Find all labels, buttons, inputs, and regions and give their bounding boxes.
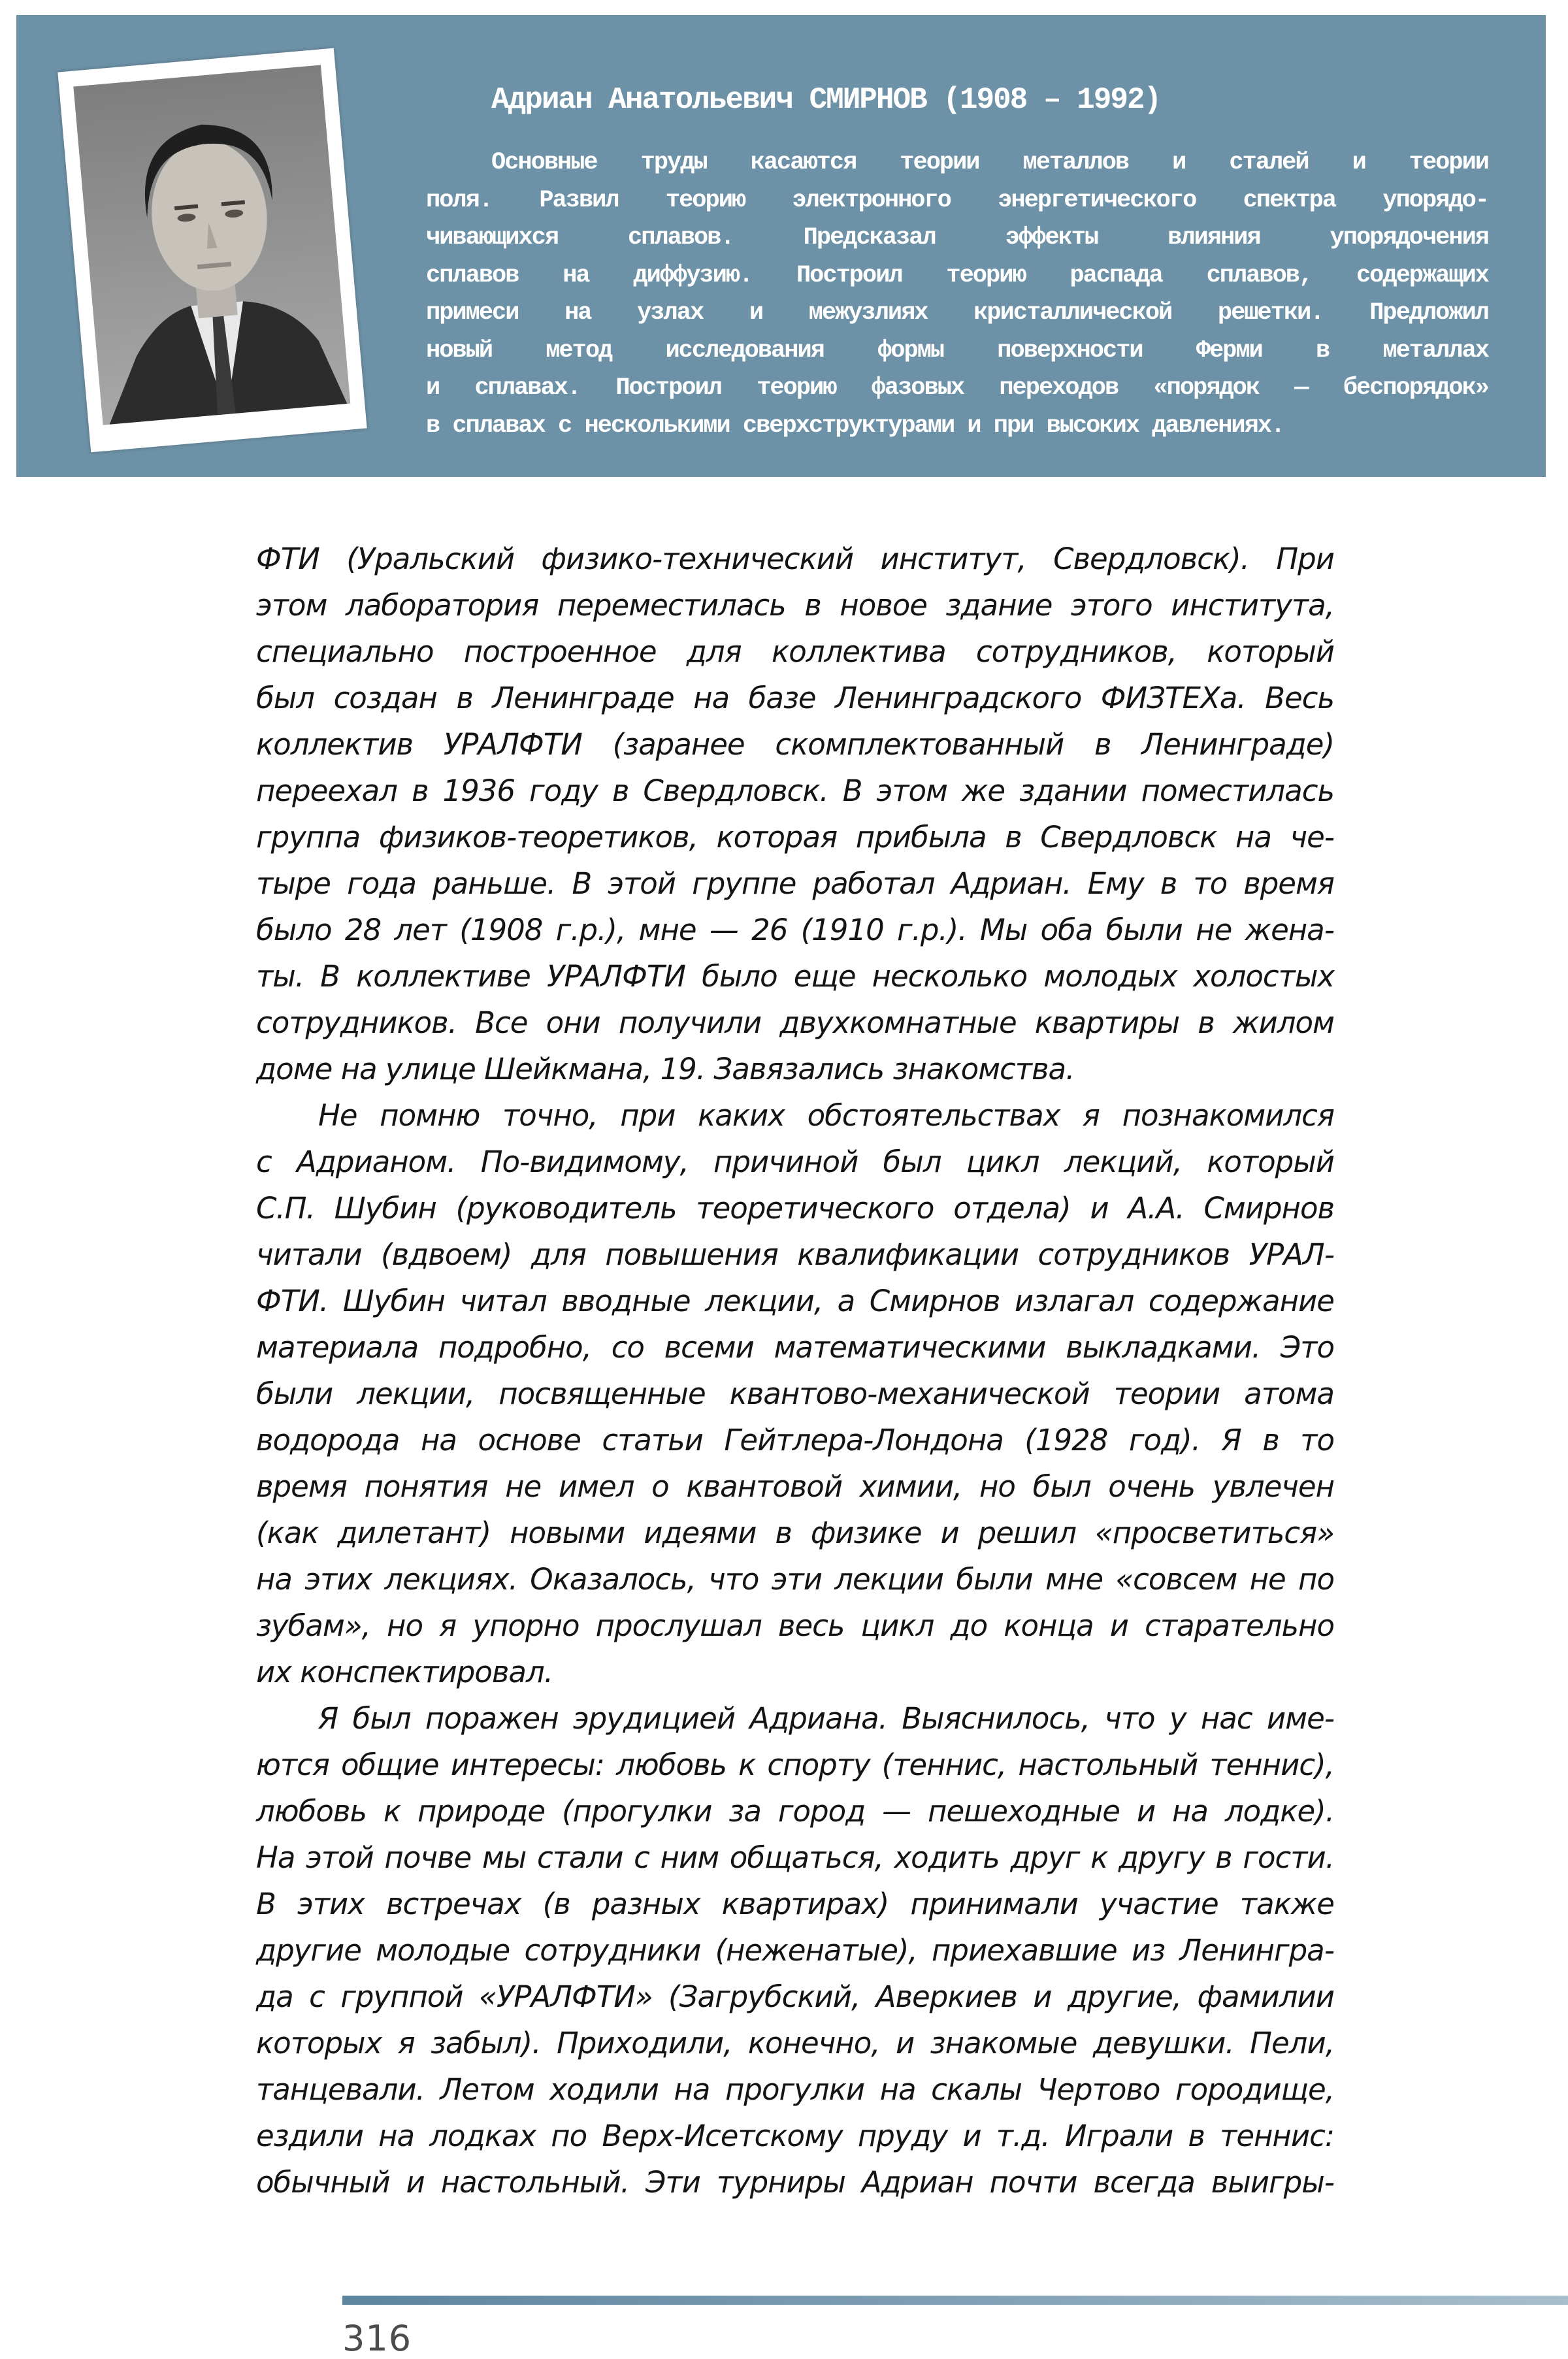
- text-line: время понятия не имел о квантовой химии, но был очень увлечен: [256, 1469, 1334, 1504]
- text-line: на этих лекциях. Оказалось, что эти лекции были мне «совсем не по: [256, 1562, 1334, 1597]
- memoir-text: [256, 536, 1334, 2205]
- bio-line: в сплавах с несколькими сверхструктурами и при высоких давлениях.: [426, 412, 1284, 440]
- text-line: этом лаборатория переместилась в новое здание этого института,: [256, 588, 1334, 623]
- person-name-title: Адриан Анатольевич СМИРНОВ (1908 – 1992): [491, 83, 1161, 117]
- text-line: переехал в 1936 году в Свердловск. В этом же здании поместилась: [256, 773, 1334, 808]
- text-line: любовь к природе (прогулки за город — пешеходные и на лодке).: [256, 1794, 1334, 1829]
- text-line: тыре года раньше. В этой группе работал Адриан. Ему в то время: [256, 866, 1334, 901]
- text-line: танцевали. Летом ходили на прогулки на скалы Чертово городище,: [256, 2072, 1334, 2107]
- text-line: специально построенное для коллектива сотрудников, который: [256, 634, 1334, 669]
- text-line: да с группой «УРАЛФТИ» (Загрубский, Аверкиев и другие, фамилии: [256, 1979, 1334, 2014]
- portrait-photo: [57, 48, 367, 453]
- text-line: группа физиков-теоретиков, которая прибыла в Свердловск на че-: [256, 820, 1334, 854]
- text-line: (как дилетант) новыми идеями в физике и решил «просветиться»: [256, 1516, 1334, 1550]
- bio-line: поля. Развил теорию электронного энергетического спектра упорядо-: [426, 186, 1488, 214]
- text-line: коллектив УРАЛФТИ (заранее скомплектованный в Ленинграде): [256, 727, 1334, 762]
- text-line: ФТИ (Уральский физико-технический институт, Свердловск). При: [256, 542, 1334, 576]
- paragraph: [256, 1092, 1334, 1695]
- text-line: ты. В коллективе УРАЛФТИ было еще несколько молодых холостых: [256, 959, 1334, 994]
- bio-line: чивающихся сплавов. Предсказал эффекты влияния упорядочения: [426, 224, 1488, 252]
- text-line: водорода на основе статьи Гейтлера-Лондона (1928 год). Я в то: [256, 1423, 1334, 1457]
- text-line: их конспектировал.: [256, 1655, 553, 1689]
- text-line: доме на улице Шейкмана, 19. Завязались знакомства.: [256, 1052, 1075, 1086]
- text-line: другие молодые сотрудники (неженатые), приехавшие из Ленингра-: [256, 1933, 1334, 1968]
- text-line: На этой почве мы стали с ним общаться, ходить друг к другу в гости.: [256, 1840, 1334, 1875]
- text-line: обычный и настольный. Эти турниры Адриан почти всегда выигры-: [256, 2165, 1334, 2200]
- bio-line: примеси на узлах и межузлиях кристаллической решетки. Предложил: [426, 299, 1488, 327]
- bio-line: сплавов на диффузию. Построил теорию распада сплавов, содержащих: [426, 261, 1488, 289]
- text-line: В этих встречах (в разных квартирах) принимали участие также: [256, 1887, 1334, 1921]
- text-line: зубам», но я упорно прослушал весь цикл до конца и старательно: [256, 1608, 1334, 1643]
- bio-line: новый метод исследования формы поверхности Ферми в металлах: [426, 336, 1488, 365]
- text-line: С.П. Шубин (руководитель теоретического отдела) и А.А. Смирнов: [256, 1191, 1334, 1226]
- text-line: материала подробно, со всеми математическими выкладками. Это: [256, 1330, 1334, 1365]
- text-line: были лекции, посвященные квантово-механической теории атома: [256, 1376, 1334, 1411]
- text-line: с Адрианом. По-видимому, причиной был цикл лекций, который: [256, 1145, 1334, 1179]
- bio-text: [426, 144, 1488, 445]
- text-line: Я был поражен эрудицией Адриана. Выяснилось, что у нас име-: [318, 1701, 1334, 1736]
- text-line: сотрудников. Все они получили двухкомнатные квартиры в жилом: [256, 1005, 1334, 1040]
- page-number: 316: [342, 2318, 412, 2359]
- text-line: ются общие интересы: любовь к спорту (теннис, настольный теннис),: [256, 1748, 1334, 1782]
- paragraph: [256, 536, 1334, 1092]
- text-line: ФТИ. Шубин читал вводные лекции, а Смирнов излагал содержание: [256, 1284, 1334, 1318]
- header-box: [16, 15, 1546, 477]
- text-line: был создан в Ленинграде на базе Ленинградского ФИЗТЕХа. Весь: [256, 681, 1334, 715]
- text-line: читали (вдвоем) для повышения квалификации сотрудников УРАЛ-: [256, 1237, 1334, 1272]
- footer-divider-bar: [342, 2296, 1568, 2305]
- text-line: Не помню точно, при каких обстоятельствах я познакомился: [318, 1098, 1334, 1133]
- portrait-photo-image: [73, 65, 350, 425]
- text-line: было 28 лет (1908 г.р.), мне — 26 (1910 г.р.). Мы оба были не жена-: [256, 913, 1334, 947]
- bio-line: и сплавах. Построил теорию фазовых переходов «порядок — беспорядок»: [426, 374, 1488, 402]
- bio-line: Основные труды касаются теории металлов и сталей и теории: [491, 149, 1488, 176]
- text-line: ездили на лодках по Верх-Исетскому пруду и т.д. Играли в теннис:: [256, 2119, 1334, 2153]
- paragraph: [256, 1695, 1334, 2205]
- text-line: которых я забыл). Приходили, конечно, и знакомые девушки. Пели,: [256, 2026, 1334, 2060]
